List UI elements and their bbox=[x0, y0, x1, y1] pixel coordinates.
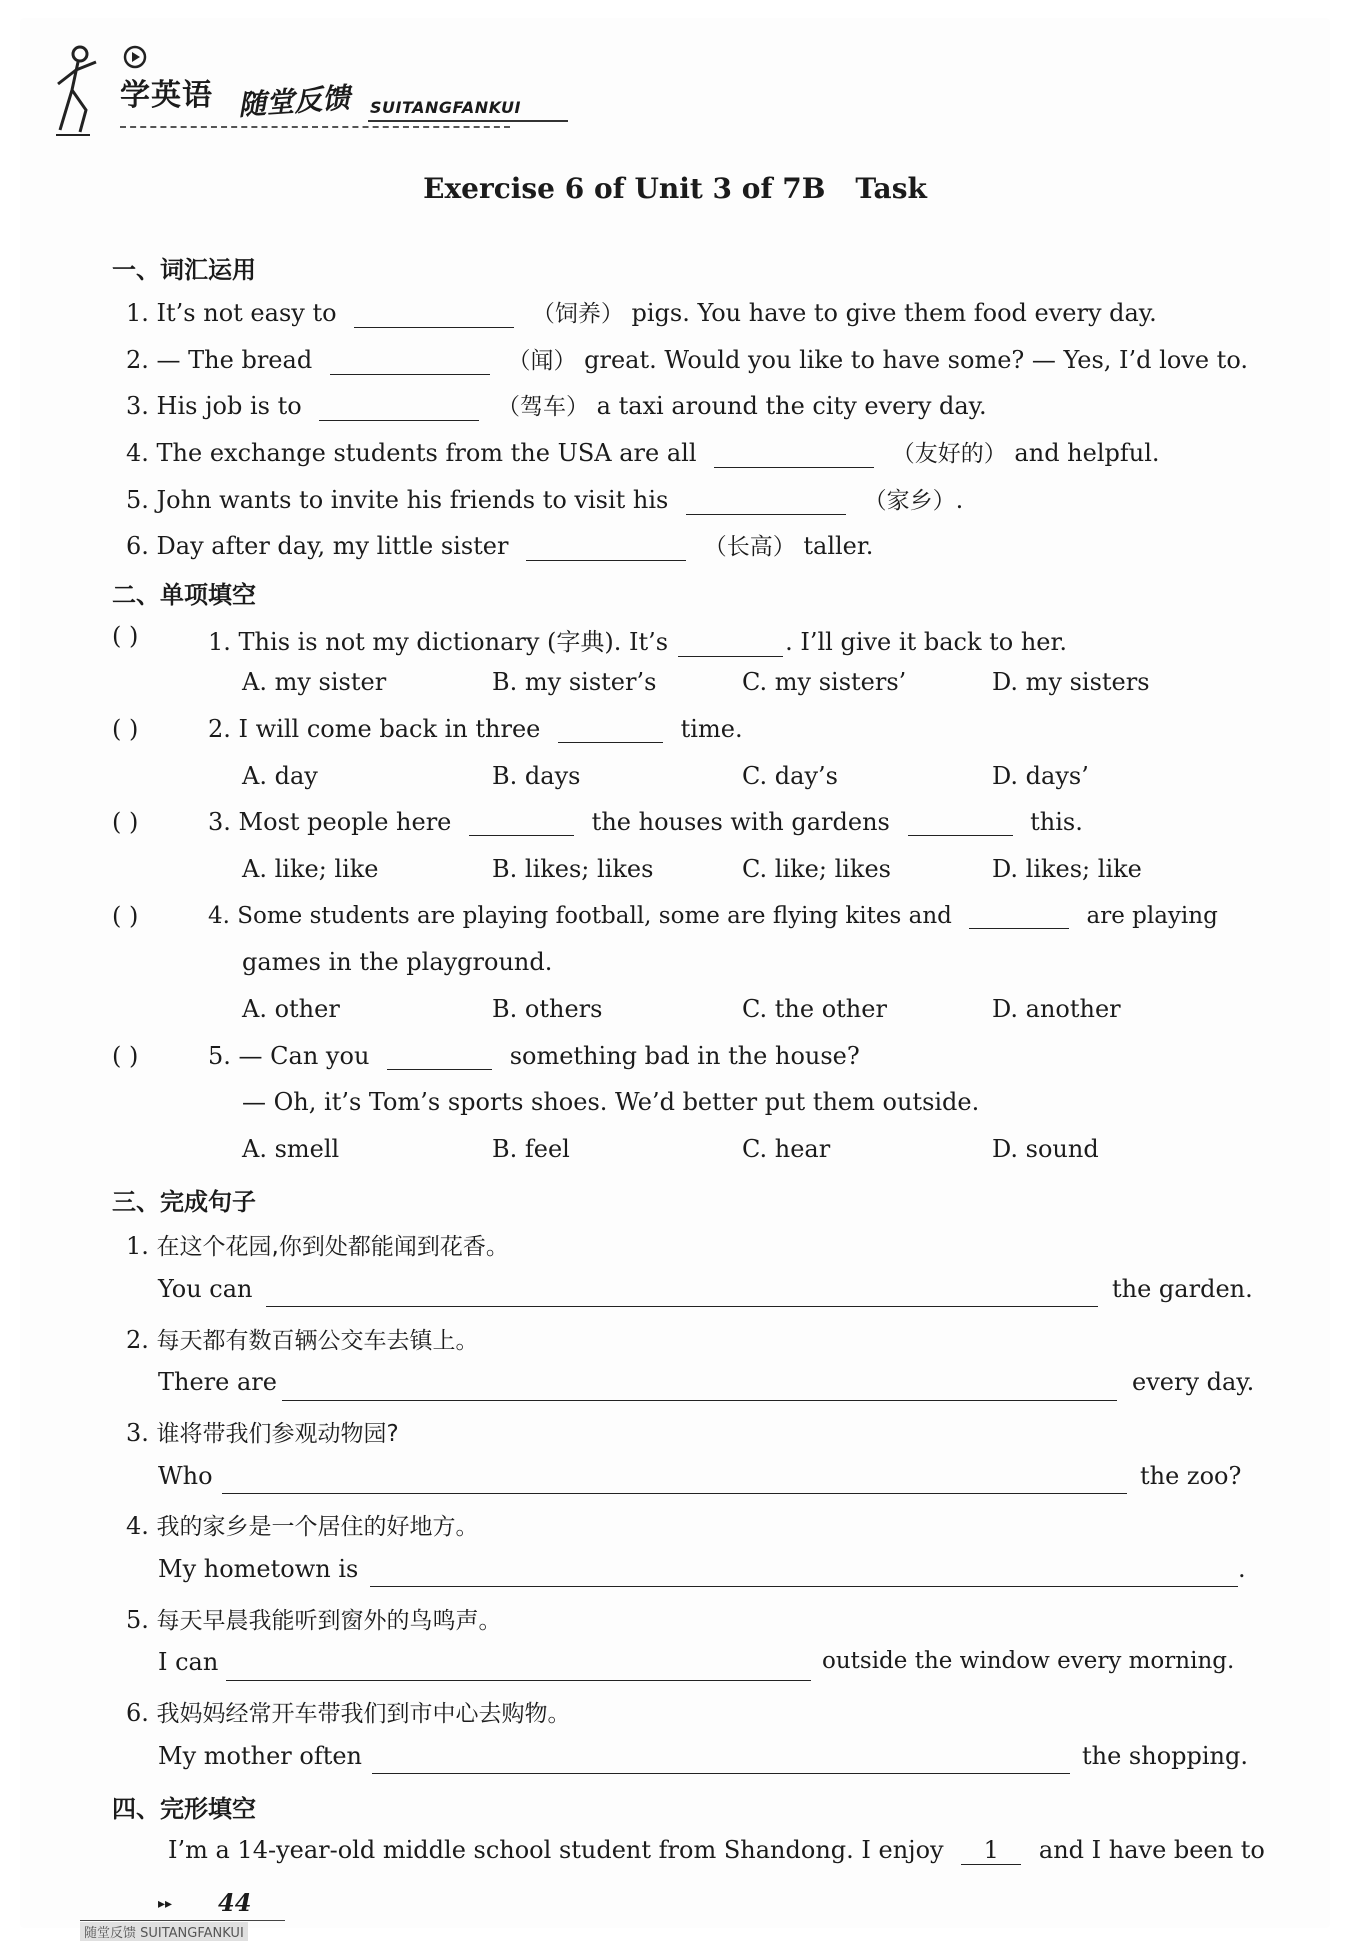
question-text: are playing bbox=[1086, 903, 1218, 929]
mc-question-1 bbox=[208, 622, 1067, 657]
item-number: 4. bbox=[126, 439, 149, 467]
question-text: This is not my dictionary (字典). It’s bbox=[238, 628, 669, 656]
section1-heading: 一、词汇运用 bbox=[112, 256, 256, 284]
translate-item-1-start: You can bbox=[158, 1275, 253, 1303]
answer-blank[interactable] bbox=[558, 716, 663, 743]
mc-question-3 bbox=[208, 808, 1083, 836]
title-task: Task bbox=[855, 172, 927, 205]
answer-blank[interactable] bbox=[714, 441, 874, 468]
item-number: 4. bbox=[126, 1512, 149, 1540]
chinese-sentence: 每天早晨我能听到窗外的鸟鸣声。 bbox=[156, 1608, 502, 1634]
translate-item-1-end: the garden. bbox=[1112, 1275, 1253, 1303]
option-d[interactable]: D. days’ bbox=[992, 762, 1089, 790]
option-b[interactable]: B. others bbox=[492, 995, 603, 1023]
translate-item-5-end: outside the window every morning. bbox=[822, 1648, 1235, 1674]
translate-item-3-end: the zoo? bbox=[1140, 1462, 1242, 1490]
option-c[interactable]: C. the other bbox=[742, 995, 887, 1023]
item-number: 1. bbox=[126, 299, 149, 327]
item-text: It’s not easy to bbox=[156, 299, 337, 327]
vocab-item-6 bbox=[126, 528, 873, 561]
vocab-item-4 bbox=[126, 435, 1160, 468]
option-b[interactable]: B. likes; likes bbox=[492, 855, 654, 883]
item-number: 6. bbox=[126, 532, 149, 560]
item-number: 1. bbox=[126, 1232, 149, 1260]
item-text: . bbox=[955, 486, 964, 514]
chinese-hint: （长高） bbox=[703, 534, 796, 560]
item-text: His job is to bbox=[156, 392, 302, 420]
translate-item-2-start: There are bbox=[158, 1368, 277, 1396]
item-number: 3. bbox=[126, 1419, 149, 1447]
answer-blank[interactable] bbox=[387, 1043, 492, 1070]
item-text: The exchange students from the USA are all bbox=[156, 439, 697, 467]
translate-item-4-start: My hometown is bbox=[158, 1555, 359, 1583]
answer-line[interactable] bbox=[370, 1586, 1238, 1587]
runner-icon bbox=[50, 40, 130, 140]
passage-text: I’m a 14-year-old middle school student from Shandong. I enjoy bbox=[168, 1836, 944, 1864]
item-text: John wants to invite his friends to visit his bbox=[156, 486, 669, 514]
footer-rule bbox=[80, 1920, 285, 1921]
option-c[interactable]: C. like; likes bbox=[742, 855, 891, 883]
item-number: 3. bbox=[126, 392, 149, 420]
option-a[interactable]: A. day bbox=[242, 762, 318, 790]
logo-underline bbox=[368, 120, 568, 122]
item-text: and helpful. bbox=[1014, 439, 1160, 467]
answer-paren[interactable]: ( ) bbox=[112, 808, 139, 836]
translate-item-6-end: the shopping. bbox=[1082, 1742, 1249, 1770]
footer-brand: 随堂反馈 SUITANGFANKUI bbox=[80, 1922, 248, 1941]
answer-paren[interactable]: ( ) bbox=[112, 1042, 139, 1070]
answer-paren[interactable]: ( ) bbox=[112, 715, 139, 743]
translate-item-6-start: My mother often bbox=[158, 1742, 363, 1770]
mc-question-4 bbox=[208, 902, 1218, 929]
item-text: great. Would you like to have some? — Yes, I’d love to. bbox=[584, 346, 1248, 374]
question-number: 2. bbox=[208, 715, 231, 743]
cloze-blank-1[interactable]: 1 bbox=[961, 1836, 1021, 1865]
option-a[interactable]: A. like; like bbox=[242, 855, 379, 883]
chinese-hint: （家乡） bbox=[863, 488, 956, 514]
chinese-sentence: 我妈妈经常开车带我们到市中心去购物。 bbox=[156, 1701, 571, 1727]
question-text: Some students are playing football, some are flying kites and bbox=[237, 903, 952, 929]
translate-item-3-prompt bbox=[126, 1415, 399, 1448]
section4-heading: 四、完形填空 bbox=[112, 1795, 256, 1823]
item-number: 2. bbox=[126, 346, 149, 374]
option-d[interactable]: D. sound bbox=[992, 1135, 1099, 1163]
answer-blank[interactable] bbox=[319, 394, 479, 421]
section3-heading: 三、完成句子 bbox=[112, 1188, 256, 1216]
answer-blank[interactable] bbox=[969, 902, 1069, 929]
item-text: pigs. You have to give them food every day. bbox=[631, 299, 1157, 327]
mc-question-4-cont: games in the playground. bbox=[242, 948, 553, 976]
translate-item-3-start: Who bbox=[158, 1462, 213, 1490]
item-number: 5. bbox=[126, 1606, 149, 1634]
chinese-sentence: 每天都有数百辆公交车去镇上。 bbox=[156, 1328, 479, 1354]
item-text: — The bread bbox=[156, 346, 313, 374]
vocab-item-3 bbox=[126, 388, 987, 421]
item-text: Day after day, my little sister bbox=[156, 532, 509, 560]
page-title bbox=[0, 172, 1350, 205]
option-a[interactable]: A. my sister bbox=[242, 668, 387, 696]
question-number: 4. bbox=[208, 903, 230, 929]
question-text: the houses with gardens bbox=[591, 808, 890, 836]
answer-blank[interactable] bbox=[354, 301, 514, 328]
section2-heading: 二、单项填空 bbox=[112, 581, 256, 609]
chinese-hint: （闻） bbox=[507, 348, 577, 374]
question-text: — Can you bbox=[238, 1042, 370, 1070]
question-text: I will come back in three bbox=[238, 715, 541, 743]
page-arrow-icon: ▸▸ bbox=[158, 1896, 173, 1912]
translate-item-4-end: . bbox=[1238, 1555, 1246, 1583]
option-c[interactable]: C. day’s bbox=[742, 762, 838, 790]
option-b[interactable]: B. feel bbox=[492, 1135, 570, 1163]
answer-paren[interactable]: ( ) bbox=[112, 622, 139, 650]
chinese-sentence: 在这个花园,你到处都能闻到花香。 bbox=[156, 1234, 509, 1260]
logo-main-text: 学英语 bbox=[120, 78, 213, 113]
answer-blank[interactable] bbox=[678, 630, 783, 657]
header-logo bbox=[50, 40, 550, 140]
question-text: Most people here bbox=[238, 808, 452, 836]
translate-item-2-end: every day. bbox=[1132, 1368, 1255, 1396]
play-icon bbox=[122, 44, 148, 70]
answer-blank[interactable] bbox=[908, 809, 1013, 836]
question-number: 5. bbox=[208, 1042, 231, 1070]
vocab-item-1 bbox=[126, 295, 1157, 328]
item-number: 2. bbox=[126, 1326, 149, 1354]
logo-handwritten-text: 随堂反馈 bbox=[237, 81, 352, 122]
vocab-item-2 bbox=[126, 342, 1248, 375]
item-text: a taxi around the city every day. bbox=[596, 392, 987, 420]
option-d[interactable]: D. another bbox=[992, 995, 1121, 1023]
answer-blank[interactable] bbox=[330, 348, 490, 375]
chinese-sentence: 我的家乡是一个居住的好地方。 bbox=[156, 1514, 479, 1540]
answer-blank[interactable] bbox=[526, 534, 686, 561]
question-text: time. bbox=[680, 715, 743, 743]
question-text: . I’ll give it back to her. bbox=[785, 628, 1067, 656]
logo-dashed-rule bbox=[120, 126, 510, 128]
answer-blank[interactable] bbox=[469, 809, 574, 836]
answer-line[interactable] bbox=[226, 1680, 811, 1681]
translate-item-5-prompt bbox=[126, 1602, 502, 1635]
chinese-sentence: 谁将带我们参观动物园? bbox=[156, 1421, 399, 1447]
translate-item-1-prompt bbox=[126, 1228, 509, 1261]
chinese-hint: （饲养） bbox=[531, 301, 624, 327]
translate-item-5-start: I can bbox=[158, 1648, 219, 1676]
question-number: 1. bbox=[208, 628, 231, 656]
option-b[interactable]: B. days bbox=[492, 762, 581, 790]
answer-line[interactable] bbox=[282, 1400, 1117, 1401]
answer-blank[interactable] bbox=[686, 488, 846, 515]
question-text: this. bbox=[1030, 808, 1083, 836]
question-number: 3. bbox=[208, 808, 231, 836]
mc-question-5-cont: — Oh, it’s Tom’s sports shoes. We’d better put them outside. bbox=[242, 1088, 980, 1116]
page-number: 44 bbox=[218, 1888, 252, 1917]
answer-line[interactable] bbox=[266, 1306, 1098, 1307]
answer-line[interactable] bbox=[222, 1493, 1127, 1494]
item-number: 6. bbox=[126, 1699, 149, 1727]
logo-pinyin-text: SUITANGFANKUI bbox=[370, 98, 521, 117]
cloze-passage-line bbox=[168, 1836, 1265, 1865]
option-c[interactable]: C. hear bbox=[742, 1135, 831, 1163]
passage-text: and I have been to bbox=[1038, 1836, 1265, 1864]
option-d[interactable]: D. likes; like bbox=[992, 855, 1142, 883]
option-a[interactable]: A. other bbox=[242, 995, 340, 1023]
option-a[interactable]: A. smell bbox=[242, 1135, 340, 1163]
mc-question-5 bbox=[208, 1042, 860, 1070]
title-main: Exercise 6 of Unit 3 of 7B bbox=[423, 172, 826, 205]
answer-line[interactable] bbox=[372, 1773, 1070, 1774]
mc-question-2 bbox=[208, 715, 743, 743]
translate-item-6-prompt bbox=[126, 1695, 571, 1728]
chinese-hint: （友好的） bbox=[891, 441, 1007, 467]
item-text: taller. bbox=[803, 532, 874, 560]
option-d[interactable]: D. my sisters bbox=[992, 668, 1150, 696]
item-number: 5. bbox=[126, 486, 149, 514]
chinese-hint: （驾车） bbox=[496, 394, 589, 420]
vocab-item-5 bbox=[126, 482, 963, 515]
translate-item-4-prompt bbox=[126, 1508, 479, 1541]
question-text: something bad in the house? bbox=[509, 1042, 860, 1070]
answer-paren[interactable]: ( ) bbox=[112, 902, 139, 930]
translate-item-2-prompt bbox=[126, 1322, 479, 1355]
option-c[interactable]: C. my sisters’ bbox=[742, 668, 907, 696]
option-b[interactable]: B. my sister’s bbox=[492, 668, 657, 696]
